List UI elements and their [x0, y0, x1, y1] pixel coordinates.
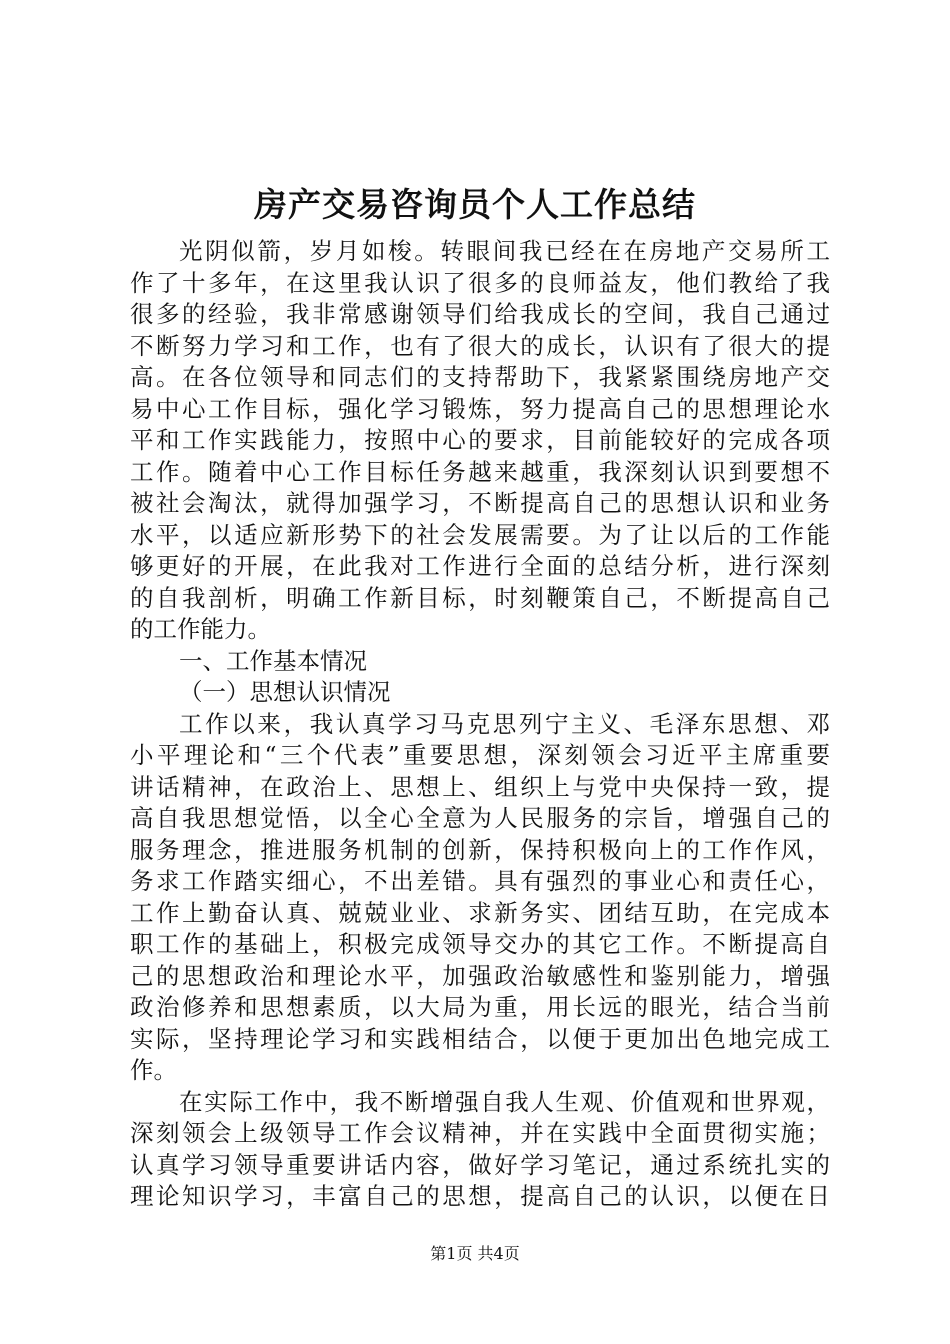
body-line: 认真学习领导重要讲话内容，做好学习笔记，通过系统扎实的 [130, 1150, 830, 1179]
body-line: 水平，以适应新形势下的社会发展需要。为了让以后的工作能 [130, 520, 830, 549]
body-line: 不断努力学习和工作，也有了很大的成长，认识有了很大的提 [130, 331, 830, 360]
body-line: 在实际工作中，我不断增强自我人生观、价值观和世界观， [179, 1087, 830, 1116]
body-line: 工作以来，我认真学习马克思列宁主义、毛泽东思想、邓 [179, 709, 830, 738]
body-line: （一）思想认识情况 [179, 678, 391, 706]
body-line: 够更好的开展，在此我对工作进行全面的总结分析，进行深刻 [130, 552, 830, 580]
body-line: 的工作能力。 [130, 615, 271, 643]
document-body [130, 236, 830, 1213]
body-line: 高。在各位领导和同志们的支持帮助下，我紧紧围绕房地产交 [130, 363, 830, 391]
body-line: 工作。随着中心工作目标任务越来越重，我深刻认识到要想不 [130, 457, 830, 486]
body-line: 政治修养和思想素质，以大局为重，用长远的眼光，结合当前 [130, 993, 830, 1021]
page-footer: 第1页 共4页 [430, 1244, 520, 1263]
body-line: 一、工作基本情况 [179, 646, 367, 675]
body-line: 职工作的基础上，积极完成领导交办的其它工作。不断提高自 [130, 930, 830, 958]
body-line: 很多的经验，我非常感谢领导们给我成长的空间，我自己通过 [130, 300, 830, 328]
body-line: 工作上勤奋认真、兢兢业业、求新务实、团结互助，在完成本 [130, 898, 830, 927]
body-line: 平和工作实践能力，按照中心的要求，目前能较好的完成各项 [130, 426, 830, 454]
body-line: 作了十多年，在这里我认识了很多的良师益友，他们教给了我 [130, 268, 830, 297]
body-line: 被社会淘汰，就得加强学习，不断提高自己的思想认识和业务 [130, 489, 830, 517]
body-line: 服务理念，推进服务机制的创新，保持积极向上的工作作风， [130, 835, 830, 864]
body-line: 讲话精神，在政治上、思想上、组织上与党中央保持一致，提 [130, 772, 830, 801]
body-line: 高自我思想觉悟，以全心全意为人民服务的宗旨，增强自己的 [130, 804, 830, 832]
document-title: 房产交易咨询员个人工作总结 [254, 185, 696, 224]
body-line: 务求工作踏实细心，不出差错。具有强烈的事业心和责任心， [130, 867, 830, 895]
body-line: 作。 [130, 1056, 177, 1084]
body-line: 理论知识学习，丰富自己的思想，提高自己的认识，以便在日 [130, 1182, 830, 1210]
body-line: 己的思想政治和理论水平，加强政治敏感性和鉴别能力，增强 [130, 961, 830, 990]
body-line: 实际，坚持理论学习和实践相结合，以便于更加出色地完成工 [130, 1024, 830, 1053]
body-line: 小平理论和“三个代表”重要思想，深刻领会习近平主席重要 [130, 741, 830, 769]
body-line: 深刻领会上级领导工作会议精神，并在实践中全面贯彻实施； [130, 1119, 830, 1147]
body-line: 光阴似箭，岁月如梭。转眼间我已经在在房地产交易所工 [179, 237, 830, 265]
body-line: 易中心工作目标，强化学习锻炼，努力提高自己的思想理论水 [130, 394, 830, 423]
body-line: 的自我剖析，明确工作新目标，时刻鞭策自己，不断提高自己 [130, 583, 830, 612]
